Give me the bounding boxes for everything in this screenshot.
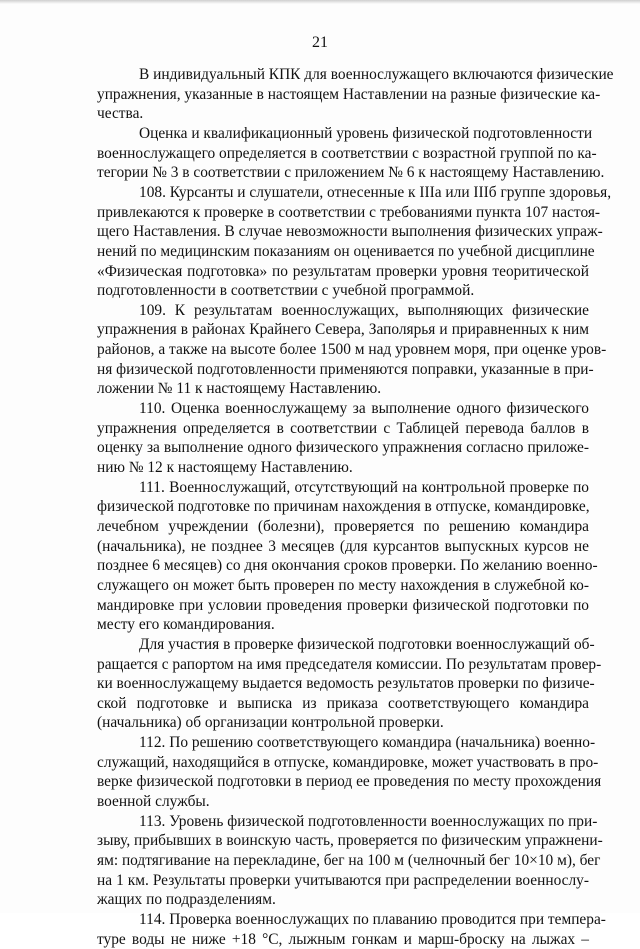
text-line: 110. Оценка военнослужащему за выполнение одного физического: [139, 400, 589, 417]
text-line: военной службы.: [97, 793, 210, 810]
text-line: военнослужащего определяется в соответствии с возрастной группой по ка-: [97, 144, 597, 162]
scan-edge: [0, 0, 640, 4]
text-line: Для участия в проверке физической подготовки военнослужащий об-: [139, 635, 595, 653]
text-line: лечебном учреждении (болезни), проверяется по решению командира: [97, 518, 589, 535]
text-line: зыву, прибывших в воинскую часть, проверяется по физическим упражнени-: [97, 832, 603, 850]
text-line: 108. Курсанты и слушатели, отнесенные к IIIа или IIIб группе здоровья,: [139, 183, 612, 201]
text-line: 109. К результатам военнослужащих, выполняющих физические: [139, 301, 589, 319]
text-line: ской подготовке и выписка из приказа соответствующего командира: [97, 694, 589, 712]
text-line: тегории № 3 в соответствии с приложением № 6 к настоящему Наставлению.: [97, 164, 605, 182]
text-line: верке физической подготовки в период ее проведения по месту прохождения: [97, 773, 602, 791]
text-line: (начальника), не позднее 3 месяцев (для курсантов выпускных курсов не: [97, 537, 589, 555]
text-line: Оценка и квалификационный уровень физической подготовленности: [139, 124, 593, 142]
text-line: чества.: [97, 105, 144, 123]
text-line: 112. По решению соответствующего командира (начальника) военно-: [139, 734, 596, 752]
text-line: оценку за выполнение одного физического упражнения согласно приложе-: [97, 439, 589, 457]
text-line: 113. Уровень физической подготовленности военнослужащих по при-: [139, 812, 598, 830]
text-line: ращается с рапортом на имя председателя комиссии. По результатам провер-: [97, 655, 602, 673]
text-line: упражнения, указанные в настоящем Наставлении на разные физические ка-: [97, 85, 601, 103]
text-line: 114. Проверка военнослужащих по плаванию проводится при темпера-: [139, 910, 606, 928]
text-line: нений по медицинским показаниям он оценивается по учебной дисциплине: [97, 242, 595, 260]
text-line: подготовленности в соответствии с учебной программой.: [97, 282, 475, 300]
text-line: В индивидуальный КПК для военнослужащего включаются физические: [139, 66, 614, 83]
text-line: ня физической подготовленности применяются поправки, указанные в при-: [97, 360, 594, 378]
text-line: туре воды не ниже +18 °С, лыжным гонкам и марш-броску на лыжах –: [97, 930, 589, 948]
text-line: «Физическая подготовка» по результатам проверки уровня теоритической: [97, 262, 589, 280]
text-line: ки военнослужащему выдается ведомость результатов проверки по физиче-: [97, 675, 595, 693]
text-line: ложении № 11 к настоящему Наставлению.: [97, 380, 382, 398]
text-line: упражнения в районах Крайнего Севера, Заполярья и приравненных к ним: [97, 321, 589, 339]
text-line: служащего он может быть проверен по месту нахождения в служебной ко-: [97, 576, 589, 594]
text-line: служащий, находящийся в отпуске, командировке, может участвовать в про-: [97, 753, 599, 771]
page-number: 21: [312, 34, 328, 51]
text-line: (начальника) об организации контрольной проверки.: [97, 714, 444, 732]
text-line: районов, а также на высоте более 1500 м над уровнем моря, при оценке уров-: [97, 341, 607, 359]
text-line: 111. Военнослужащий, отсутствующий на контрольной проверке по: [139, 478, 589, 496]
text-line: месту его командирования.: [97, 616, 275, 634]
text-line: ям: подтягивание на перекладине, бег на 100 м (челночный бег 10×10 м), бег: [97, 852, 601, 869]
text-line: привлекаются к проверке в соответствии с требованиями пункта 107 настоя-: [97, 203, 601, 221]
text-line: упражнения определяется в соответствии с Таблицей перевода баллов в: [97, 419, 589, 437]
text-line: щего Наставления. В случае невозможности выполнения физических упраж-: [97, 223, 603, 241]
text-line: физической подготовке по причинам нахождения в отпуске, командировке,: [97, 498, 590, 516]
text-line: мандировке при условии проведения проверки физической подготовки по: [97, 596, 589, 614]
text-line: позднее 6 месяцев) со дня окончания сроков проверки. По желанию военно-: [97, 557, 598, 575]
text-line: нию № 12 к настоящему Наставлению.: [97, 459, 353, 476]
text-line: на 1 км. Результаты проверки учитываются при распределении военнослу-: [97, 871, 589, 889]
text-line: жащих по подразделениям.: [97, 891, 276, 909]
